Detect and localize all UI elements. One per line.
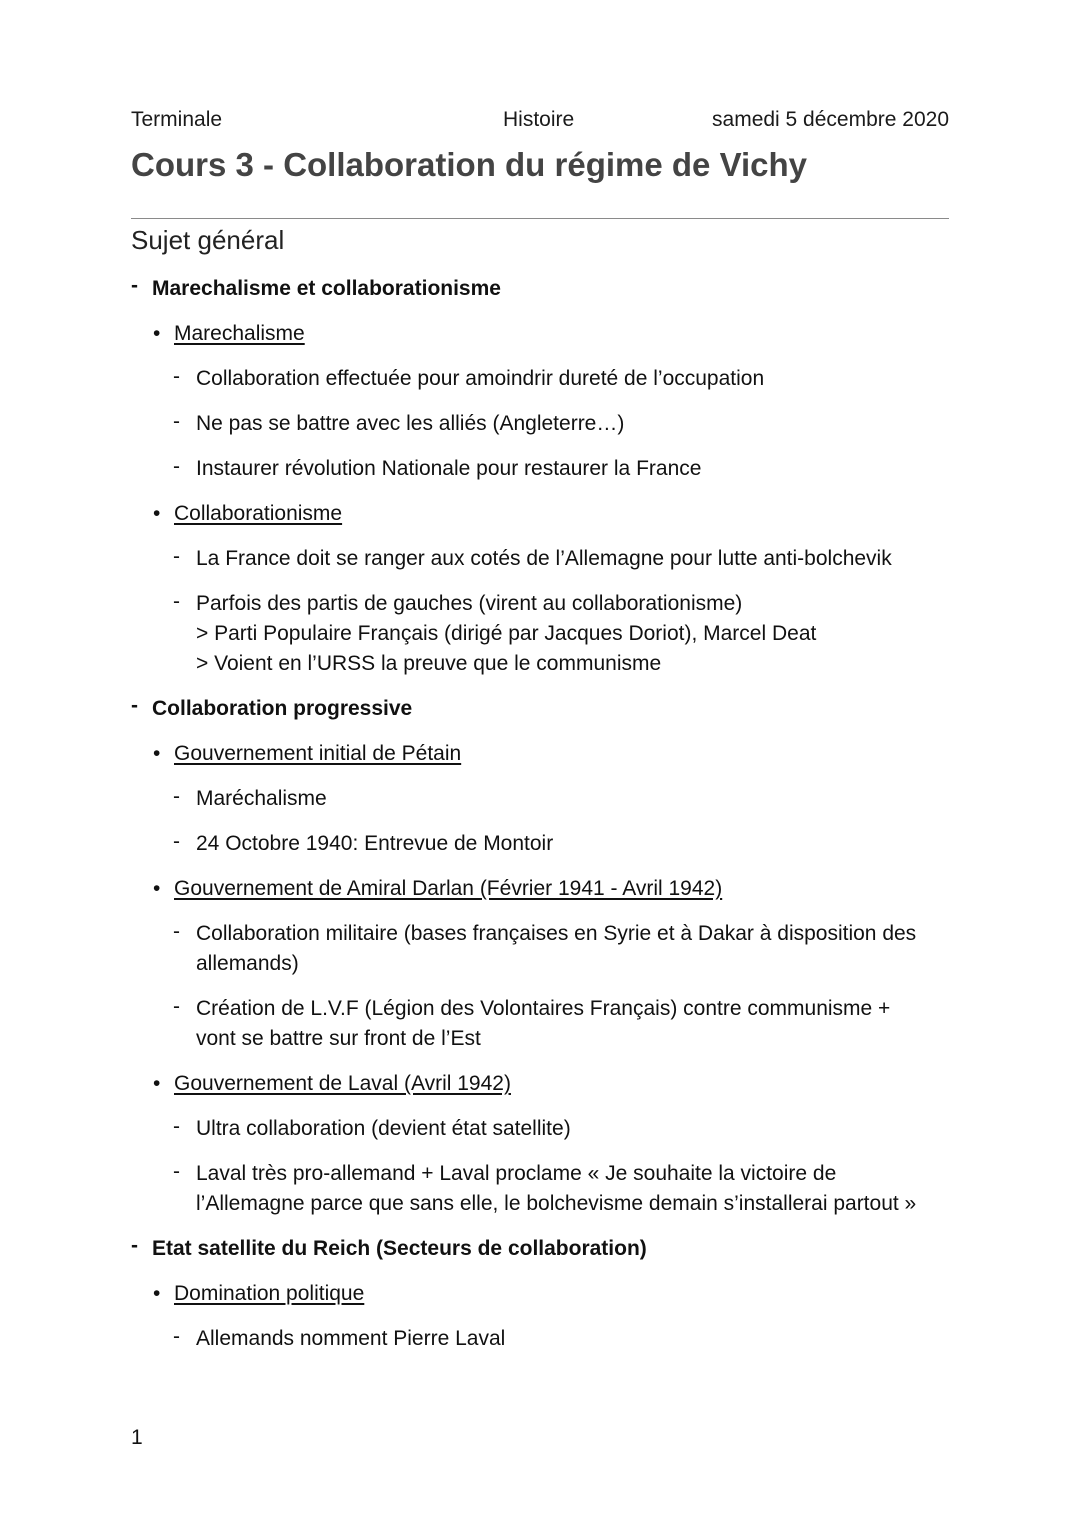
dash-marker: - xyxy=(173,1160,180,1183)
bullet-icon: • xyxy=(153,1282,161,1305)
header-level: Terminale xyxy=(131,108,223,131)
list-item: - Création de L.V.F (Légion des Volontaires Français) contre communisme + vont se battre sur front de l’Est xyxy=(131,994,949,1054)
dash-marker: - xyxy=(173,545,180,568)
section-subtitle: Sujet général xyxy=(131,225,285,255)
header-subject: Histoire xyxy=(503,108,575,131)
dash-marker: - xyxy=(173,365,180,388)
dash-marker: - xyxy=(131,274,138,297)
dash-marker: - xyxy=(131,694,138,717)
page-header xyxy=(131,108,949,134)
subsection-heading: • Collaborationisme xyxy=(131,499,949,529)
bullet-icon: • xyxy=(153,322,161,345)
bullet-icon: • xyxy=(153,502,161,525)
subsection-heading: • Gouvernement initial de Pétain xyxy=(131,739,949,769)
list-item: - Ultra collaboration (devient état satellite) xyxy=(131,1114,949,1144)
title-divider xyxy=(131,218,949,219)
outline-content xyxy=(131,274,949,1369)
list-item: - Laval très pro-allemand + Laval proclame « Je souhaite la victoire de l’Allemagne parce que sans elle, le bolchevisme demain s’installerai partout » xyxy=(131,1159,949,1219)
list-item: - Allemands nomment Pierre Laval xyxy=(131,1324,949,1354)
section-heading: - Collaboration progressive xyxy=(131,694,949,724)
subsection-heading: • Gouvernement de Amiral Darlan (Février 1941 - Avril 1942) xyxy=(131,874,949,904)
dash-marker: - xyxy=(173,1115,180,1138)
header-date: samedi 5 décembre 2020 xyxy=(712,108,949,131)
section-heading: - Marechalisme et collaborationisme xyxy=(131,274,949,304)
subsection-heading: • Gouvernement de Laval (Avril 1942) xyxy=(131,1069,949,1099)
dash-marker: - xyxy=(131,1234,138,1257)
list-item: - Instaurer révolution Nationale pour restaurer la France xyxy=(131,454,949,484)
dash-marker: - xyxy=(173,785,180,808)
bullet-icon: • xyxy=(153,877,161,900)
dash-marker: - xyxy=(173,410,180,433)
dash-marker: - xyxy=(173,455,180,478)
bullet-icon: • xyxy=(153,1072,161,1095)
dash-marker: - xyxy=(173,995,180,1018)
list-item: - Collaboration militaire (bases françaises en Syrie et à Dakar à disposition des allemands) xyxy=(131,919,949,979)
subsection-heading: • Marechalisme xyxy=(131,319,949,349)
page-title: Cours 3 - Collaboration du régime de Vichy xyxy=(131,146,808,183)
section-heading: - Etat satellite du Reich (Secteurs de collaboration) xyxy=(131,1234,949,1264)
list-item: - Collaboration effectuée pour amoindrir dureté de l’occupation xyxy=(131,364,949,394)
list-item: - Maréchalisme xyxy=(131,784,949,814)
bullet-icon: • xyxy=(153,742,161,765)
list-item: - 24 Octobre 1940: Entrevue de Montoir xyxy=(131,829,949,859)
list-item: - Parfois des partis de gauches (virent au collaborationisme) > Parti Populaire Français (dirigé par Jacques Doriot), Marcel Deat > Voient en l’URSS la preuve que le communisme xyxy=(131,589,949,679)
dash-marker: - xyxy=(173,830,180,853)
list-item: - La France doit se ranger aux cotés de l’Allemagne pour lutte anti-bolchevik xyxy=(131,544,949,574)
list-item: - Ne pas se battre avec les alliés (Angleterre…) xyxy=(131,409,949,439)
dash-marker: - xyxy=(173,1325,180,1348)
page-number: 1 xyxy=(131,1426,143,1449)
subsection-heading: • Domination politique xyxy=(131,1279,949,1309)
dash-marker: - xyxy=(173,920,180,943)
dash-marker: - xyxy=(173,590,180,613)
